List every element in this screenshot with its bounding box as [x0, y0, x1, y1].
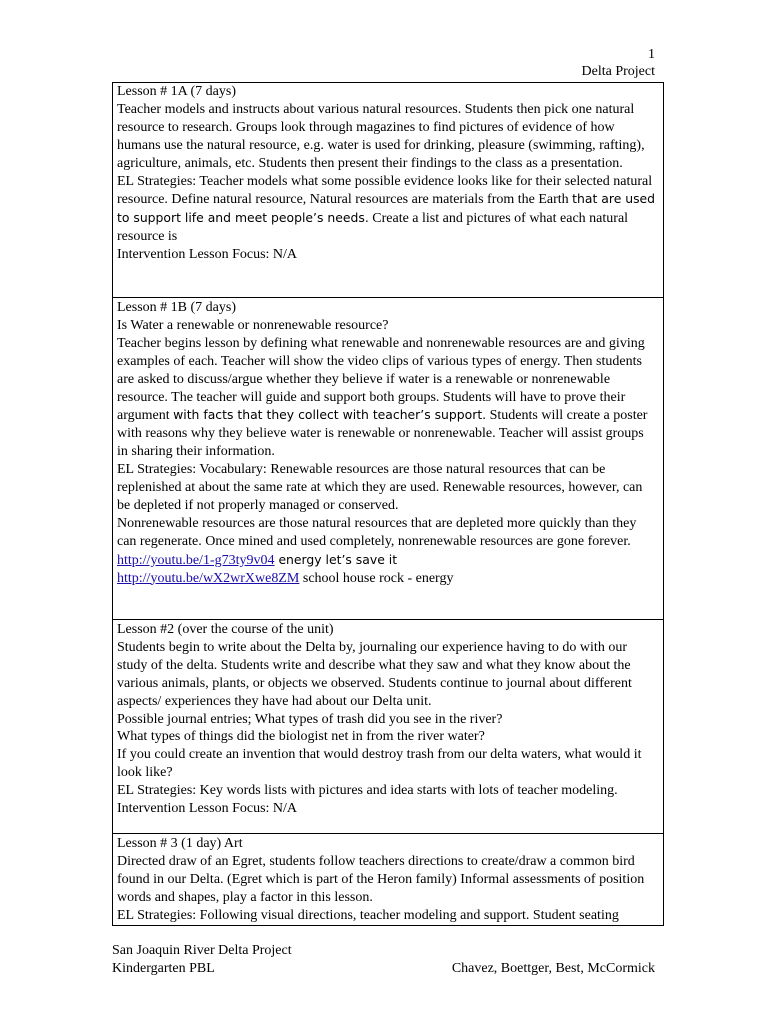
journal-entry-1: Possible journal entries; What types of trash did you see in the river?: [117, 711, 503, 727]
footer-row: [112, 960, 655, 978]
lesson-question: Is Water a renewable or nonrenewable resource?: [117, 317, 389, 333]
video-link-2-caption: school house rock - energy: [299, 570, 454, 586]
el-strategies: EL Strategies: Key words lists with pictures and idea starts with lots of teacher modeling.: [117, 783, 618, 799]
nonrenewable-definition: Nonrenewable resources are those natural resources that are depleted more quickly than they can regenerate. Once mined and used completely, nonrenewable resources are gone forever.: [117, 515, 637, 549]
el-strategies-text-a: EL Strategies: Teacher models what some possible evidence looks like for their selected natural resource. Define natural resource, Natural resources are materials from the Earth: [117, 173, 653, 208]
video-link-2[interactable]: http://youtu.be/wX2wrXwe8ZM: [117, 570, 300, 586]
journal-entry-2: What types of things did the biologist net in from the river water?: [117, 729, 485, 745]
lesson-body-c: Students will create a poster with reasons why they believe water is renewable or nonrenewable. Teacher will assist groups in sharing their information.: [117, 408, 648, 460]
video-link-1[interactable]: http://youtu.be/1-g73ty9v04: [117, 552, 275, 568]
lesson-title: Lesson # 1A (7 days): [117, 84, 236, 99]
lesson-2-cell: [113, 620, 663, 834]
footer-project-name: San Joaquin River Delta Project: [112, 943, 292, 958]
lesson-3-cell: [113, 834, 663, 926]
lesson-title: Lesson #2 (over the course of the unit): [117, 622, 334, 637]
header-project-title: Delta Project: [581, 64, 655, 79]
video-link-1-caption: energy let’s save it: [274, 551, 398, 567]
page-number: 1: [648, 47, 655, 62]
lesson-body-b: with facts that they collect with teacher’s support.: [173, 407, 487, 423]
footer-course: Kindergarten PBL: [112, 960, 215, 976]
lesson-1b-cell: [113, 298, 663, 620]
el-strategies: [117, 173, 657, 247]
intervention-focus: Intervention Lesson Focus: N/A: [117, 247, 298, 263]
footer-authors: Chavez, Boettger, Best, McCormick: [451, 960, 655, 976]
el-strategies-text-b: that are used to support life and meet people’s needs.: [117, 191, 656, 226]
lesson-1a-cell: [113, 83, 663, 298]
lesson-body: [117, 335, 657, 461]
el-strategies: EL Strategies: Following visual directions, teacher modeling and support. Student seating: [117, 907, 619, 923]
video-link-row-1: [117, 551, 657, 570]
lesson-body: Directed draw of an Egret, students follow teachers directions to create/draw a common bird found in our Delta. (Egret which is part of the Heron family) Informal assessments of position words and shapes, play a factor in this lesson.: [117, 853, 645, 905]
lesson-title: Lesson # 3 (1 day) Art: [117, 836, 243, 851]
lesson-body-a: Teacher begins lesson by defining what renewable and nonrenewable resources are and giving examples of each. Teacher will show the video clips of various types of energy. Then students are asked to discuss/argue whether they believe if water is a renewable or nonrenewable resource. The teacher will guide and support both groups. Students will have to prove their argument: [117, 335, 645, 424]
lesson-title: Lesson # 1B (7 days): [117, 300, 236, 315]
lesson-body: Teacher models and instructs about various natural resources. Students then pick one natural resource to research. Groups look through magazines to find pictures of evidence of how humans use the natural resource, e.g. water is used for drinking, pleasure (swimming, rafting), agriculture, animals, etc. Students then present their findings to the class as a presentation.: [117, 101, 645, 171]
lessons-table: [112, 82, 664, 926]
page-footer: [112, 942, 655, 977]
intervention-focus: Intervention Lesson Focus: N/A: [117, 801, 298, 817]
video-link-row-2: [117, 570, 657, 588]
journal-entry-3: If you could create an invention that would destroy trash from our delta waters, what would it look like?: [117, 747, 642, 781]
page-header: [455, 46, 655, 80]
el-strategies: EL Strategies: Vocabulary: Renewable resources are those natural resources that can be replenished at about the same rate at which they are used. Renewable resources, however, can be depleted if not properly managed or conserved.: [117, 462, 643, 513]
lesson-body: Students begin to write about the Delta by, journaling our experience having to do with our study of the delta. Students write and describe what they saw and what they know about the various animals, plants, or objects we observed. Students continue to journal about different aspects/ experiences they have had about our Delta unit.: [117, 639, 632, 709]
el-strategies-text-c: Create a list and pictures of what each natural resource is: [117, 211, 629, 245]
